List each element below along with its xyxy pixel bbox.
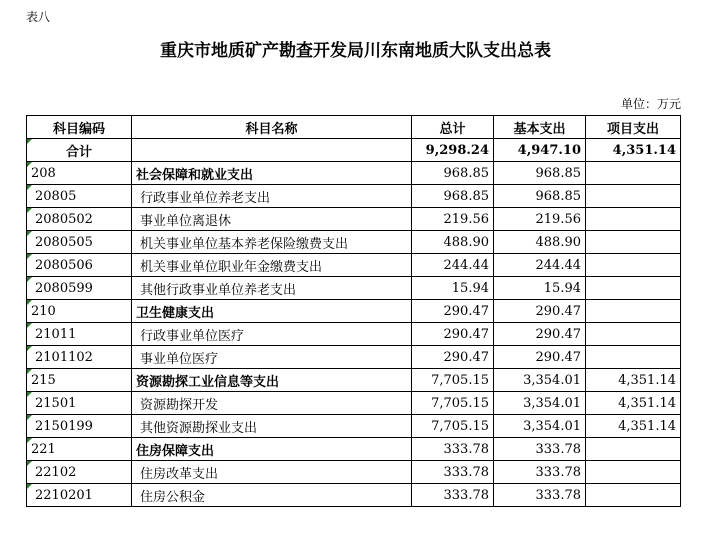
row-total: 244.44: [412, 254, 494, 277]
row-code: 208: [27, 162, 132, 185]
row-total: 488.90: [412, 231, 494, 254]
row-project: 4,351.14: [586, 392, 681, 415]
row-code: 2080599: [27, 277, 132, 300]
row-basic: 15.94: [494, 277, 586, 300]
row-name: 住房公积金: [132, 484, 412, 507]
row-name: 资源勘探开发: [132, 392, 412, 415]
row-basic: 3,354.01: [494, 369, 586, 392]
row-total: 333.78: [412, 438, 494, 461]
row-project: [586, 300, 681, 323]
row-name: 机关事业单位职业年金缴费支出: [132, 254, 412, 277]
row-total: 7,705.15: [412, 392, 494, 415]
table-row: [27, 323, 681, 346]
row-total: 290.47: [412, 323, 494, 346]
row-total: 7,705.15: [412, 369, 494, 392]
row-code: 20805: [27, 185, 132, 208]
row-name: 住房保障支出: [132, 438, 412, 461]
expenditure-table: [26, 115, 681, 507]
row-project: [586, 323, 681, 346]
row-project: [586, 162, 681, 185]
row-project: [586, 438, 681, 461]
total-row: [27, 139, 681, 162]
row-total: 7,705.15: [412, 415, 494, 438]
row-code: 21501: [27, 392, 132, 415]
row-code: 21011: [27, 323, 132, 346]
total-name-cell: [132, 139, 412, 162]
row-code: 2080505: [27, 231, 132, 254]
row-name: 其他资源勘探业支出: [132, 415, 412, 438]
table-row: [27, 415, 681, 438]
table-header-row: [27, 116, 681, 139]
row-basic: 290.47: [494, 346, 586, 369]
row-basic: 219.56: [494, 208, 586, 231]
row-project: [586, 346, 681, 369]
row-basic: 333.78: [494, 461, 586, 484]
row-total: 333.78: [412, 484, 494, 507]
row-total: 15.94: [412, 277, 494, 300]
row-project: [586, 185, 681, 208]
row-name: 卫生健康支出: [132, 300, 412, 323]
row-total: 219.56: [412, 208, 494, 231]
total-label: 合计: [27, 139, 132, 162]
row-name: 事业单位离退休: [132, 208, 412, 231]
row-basic: 333.78: [494, 438, 586, 461]
row-total: 968.85: [412, 185, 494, 208]
table-row: [27, 300, 681, 323]
row-basic: 333.78: [494, 484, 586, 507]
row-basic: 968.85: [494, 185, 586, 208]
row-basic: 3,354.01: [494, 392, 586, 415]
row-total: 290.47: [412, 300, 494, 323]
row-basic: 3,354.01: [494, 415, 586, 438]
row-code: 2101102: [27, 346, 132, 369]
table-row: [27, 277, 681, 300]
row-name: 机关事业单位基本养老保险缴费支出: [132, 231, 412, 254]
table-row: [27, 231, 681, 254]
row-basic: 968.85: [494, 162, 586, 185]
page-title: 重庆市地质矿产勘查开发局川东南地质大队支出总表: [160, 41, 551, 61]
table-number-label: 表八: [26, 10, 51, 24]
row-project: [586, 461, 681, 484]
row-code: 215: [27, 369, 132, 392]
table-row: [27, 162, 681, 185]
row-project: [586, 231, 681, 254]
row-basic: 488.90: [494, 231, 586, 254]
row-project: 4,351.14: [586, 415, 681, 438]
table-row: [27, 438, 681, 461]
table-row: [27, 346, 681, 369]
row-code: 2210201: [27, 484, 132, 507]
col-header-total: 总计: [412, 116, 494, 139]
table-row: [27, 208, 681, 231]
row-name: 事业单位医疗: [132, 346, 412, 369]
total-basic: 4,947.10: [494, 139, 586, 162]
row-name: 社会保障和就业支出: [132, 162, 412, 185]
row-name: 资源勘探工业信息等支出: [132, 369, 412, 392]
row-project: [586, 254, 681, 277]
row-name: 行政事业单位医疗: [132, 323, 412, 346]
row-basic: 290.47: [494, 300, 586, 323]
row-total: 968.85: [412, 162, 494, 185]
row-basic: 290.47: [494, 323, 586, 346]
row-name: 其他行政事业单位养老支出: [132, 277, 412, 300]
row-total: 290.47: [412, 346, 494, 369]
table-row: [27, 392, 681, 415]
col-header-name: 科目名称: [132, 116, 412, 139]
row-project: [586, 208, 681, 231]
row-project: [586, 277, 681, 300]
row-project: 4,351.14: [586, 369, 681, 392]
row-code: 2080502: [27, 208, 132, 231]
col-header-project: 项目支出: [586, 116, 681, 139]
row-code: 2150199: [27, 415, 132, 438]
total-project: 4,351.14: [586, 139, 681, 162]
row-total: 333.78: [412, 461, 494, 484]
row-code: 210: [27, 300, 132, 323]
col-header-basic: 基本支出: [494, 116, 586, 139]
row-code: 2080506: [27, 254, 132, 277]
total-sum: 9,298.24: [412, 139, 494, 162]
row-code: 221: [27, 438, 132, 461]
unit-label: 单位：万元: [620, 97, 681, 111]
col-header-code: 科目编码: [27, 116, 132, 139]
table-row: [27, 369, 681, 392]
row-code: 22102: [27, 461, 132, 484]
row-name: 行政事业单位养老支出: [132, 185, 412, 208]
row-basic: 244.44: [494, 254, 586, 277]
table-row: [27, 484, 681, 507]
row-project: [586, 484, 681, 507]
table-row: [27, 254, 681, 277]
row-name: 住房改革支出: [132, 461, 412, 484]
table-row: [27, 461, 681, 484]
table-row: [27, 185, 681, 208]
